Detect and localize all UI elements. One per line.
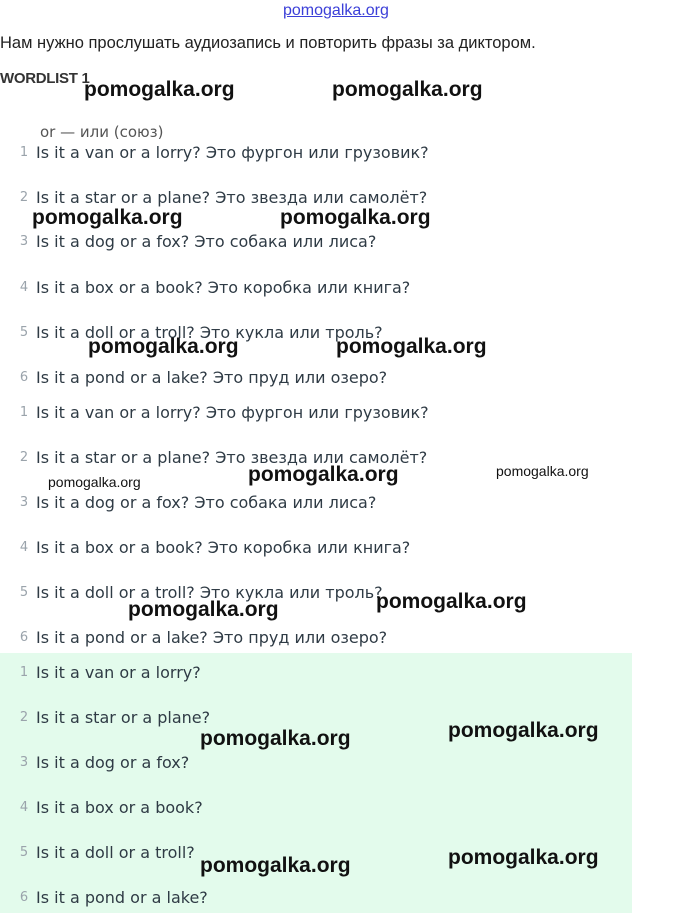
- watermark: pomogalka.org: [84, 78, 235, 101]
- phrase-text: Is it a doll or a troll?: [36, 842, 195, 862]
- phrase-text: Is it a van or a lorry?: [36, 662, 201, 682]
- phrase-text: Is it a star or a plane? Это звезда или самолёт?: [36, 447, 428, 467]
- item-number: 3: [19, 233, 29, 249]
- item-number: 2: [19, 709, 29, 725]
- item-number: 2: [19, 449, 29, 465]
- list-item: [0, 226, 632, 256]
- watermark: pomogalka.org: [336, 335, 487, 358]
- item-number: 6: [19, 369, 29, 385]
- item-number: 2: [19, 189, 29, 205]
- list-item: [0, 397, 632, 427]
- watermark: pomogalka.org: [200, 854, 351, 877]
- item-number: 5: [19, 844, 29, 860]
- phrase-text: Is it a doll or a troll? Это кукла или троль?: [36, 582, 383, 602]
- watermark: pomogalka.org: [128, 598, 279, 621]
- item-number: 5: [19, 584, 29, 600]
- watermark: pomogalka.org: [496, 463, 589, 479]
- phrase-text: Is it a van or a lorry? Это фургон или грузовик?: [36, 142, 429, 162]
- item-number: 6: [19, 889, 29, 905]
- phrase-text: Is it a pond or a lake?: [36, 887, 208, 907]
- list-item: [0, 882, 632, 912]
- phrase-text: Is it a star or a plane?: [36, 707, 211, 727]
- watermark: pomogalka.org: [200, 727, 351, 750]
- header-site-link[interactable]: pomogalka.org: [283, 2, 389, 19]
- phrase-text: Is it a dog or a fox? Это собака или лиса?: [36, 492, 377, 512]
- item-number: 1: [19, 664, 29, 680]
- watermark: pomogalka.org: [332, 78, 483, 101]
- watermark: pomogalka.org: [32, 206, 183, 229]
- watermark: pomogalka.org: [448, 846, 599, 869]
- list-item: [0, 792, 632, 822]
- list-item: [0, 137, 632, 167]
- item-number: 1: [19, 144, 29, 160]
- list-item: [0, 362, 632, 392]
- list-item: [0, 272, 632, 302]
- list-item: [0, 532, 632, 562]
- phrase-text: Is it a dog or a fox?: [36, 752, 190, 772]
- intro-text: Нам нужно прослушать аудиозапись и повторить фразы за диктором.: [0, 34, 536, 52]
- wordlist-heading: WORDLIST 1: [0, 70, 90, 87]
- phrase-text: Is it a pond or a lake? Это пруд или озеро?: [36, 367, 388, 387]
- clipped-definition-line: or — или (союз): [40, 123, 164, 141]
- item-number: 3: [19, 494, 29, 510]
- watermark: pomogalka.org: [248, 463, 399, 486]
- item-number: 4: [19, 539, 29, 555]
- phrase-text: Is it a box or a book? Это коробка или книга?: [36, 537, 411, 557]
- item-number: 1: [19, 404, 29, 420]
- phrase-text: Is it a dog or a fox? Это собака или лиса?: [36, 231, 377, 251]
- phrase-text: Is it a van or a lorry? Это фургон или грузовик?: [36, 402, 429, 422]
- phrase-text: Is it a box or a book? Это коробка или книга?: [36, 277, 411, 297]
- list-item: [0, 622, 632, 652]
- item-number: 3: [19, 754, 29, 770]
- watermark: pomogalka.org: [376, 590, 527, 613]
- phrase-text: Is it a box or a book?: [36, 797, 203, 817]
- item-number: 4: [19, 279, 29, 295]
- list-item: [0, 487, 632, 517]
- watermark: pomogalka.org: [448, 719, 599, 742]
- list-item: [0, 577, 632, 607]
- watermark: pomogalka.org: [88, 335, 239, 358]
- phrase-text: Is it a star or a plane? Это звезда или самолёт?: [36, 187, 428, 207]
- item-number: 6: [19, 629, 29, 645]
- list-item: [0, 657, 632, 687]
- item-number: 5: [19, 324, 29, 340]
- phrase-text: Is it a doll or a troll? Это кукла или троль?: [36, 322, 383, 342]
- watermark: pomogalka.org: [48, 474, 141, 490]
- list-item: [0, 747, 632, 777]
- item-number: 4: [19, 799, 29, 815]
- phrase-text: Is it a pond or a lake? Это пруд или озеро?: [36, 627, 388, 647]
- watermark: pomogalka.org: [280, 206, 431, 229]
